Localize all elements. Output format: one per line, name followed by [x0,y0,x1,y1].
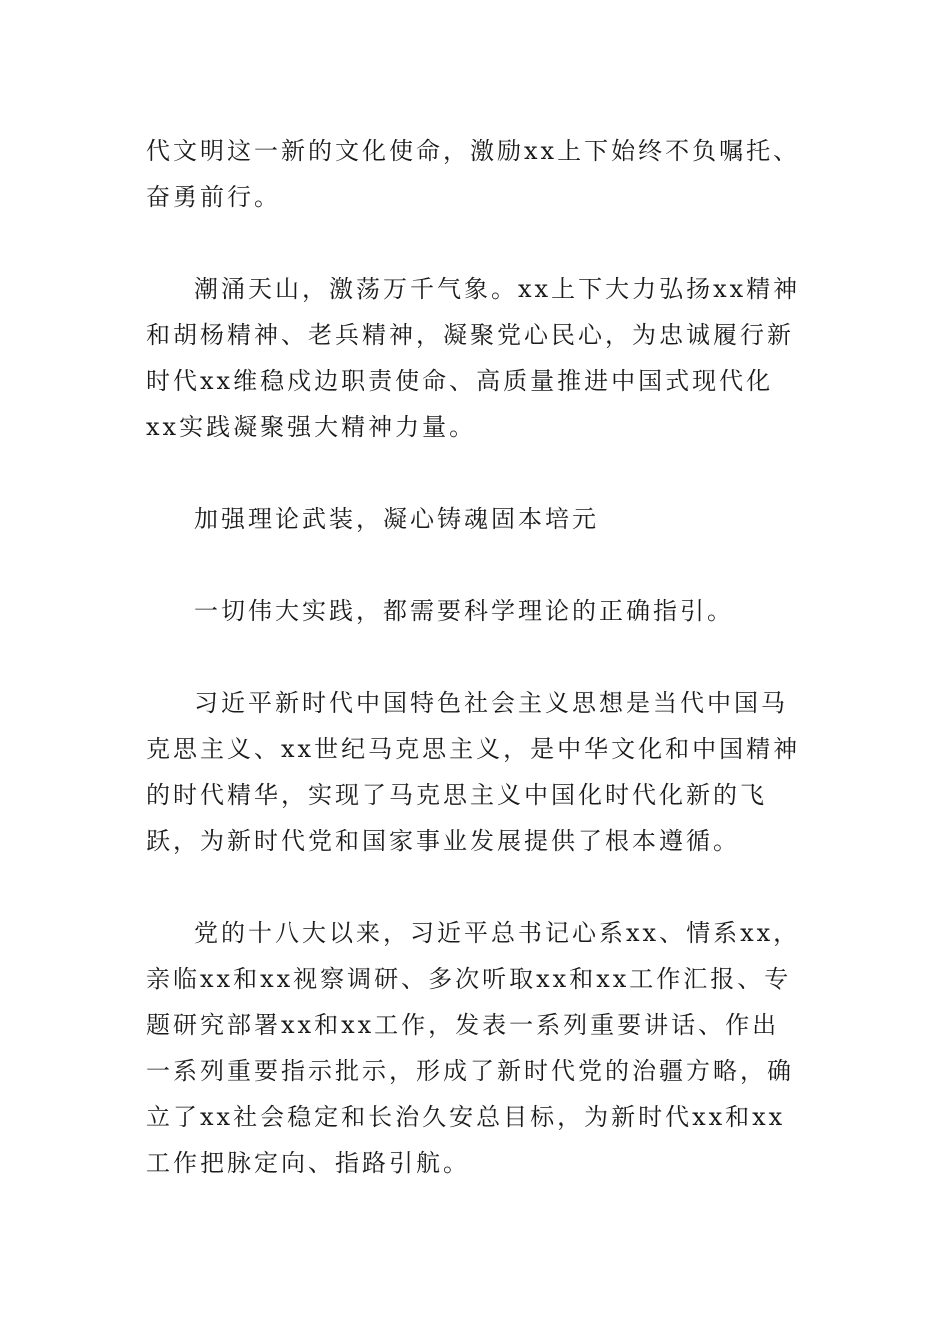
paragraph-theory: 一切伟大实践，都需要科学理论的正确指引。 [194,597,734,625]
paragraph-eighteenth-congress: 党的十八大以来，习近平总书记心系xx、情系xx，亲临xx和xx视察调研、多次听取xx和xx工作汇报、专题研究部署xx和xx工作，发表一系列重要讲话、作出一系列重要指示批示，形成了新时代党的治疆方略，确立了xx社会稳定和长治久安总目标，为新时代xx和xx工作把脉定向、指路引航。 [146,919,801,1177]
section-heading: 加强理论武装，凝心铸魂固本培元 [194,505,599,533]
paragraph-thought: 习近平新时代中国特色社会主义思想是当代中国马克思主义、xx世纪马克思主义，是中华文化和中国精神的时代精华，实现了马克思主义中国化时代化新的飞跃，为新时代党和国家事业发展提供了根本遵循。 [146,689,801,855]
paragraph-continuation: 代文明这一新的文化使命，激励xx上下始终不负嘱托、奋勇前行。 [146,137,801,211]
paragraph-tianshan: 潮涌天山，激荡万千气象。xx上下大力弘扬xx精神和胡杨精神、老兵精神，凝聚党心民心，为忠诚履行新时代xx维稳戍边职责使命、高质量推进中国式现代化xx实践凝聚强大精神力量。 [146,275,801,441]
document-body [146,128,806,1232]
